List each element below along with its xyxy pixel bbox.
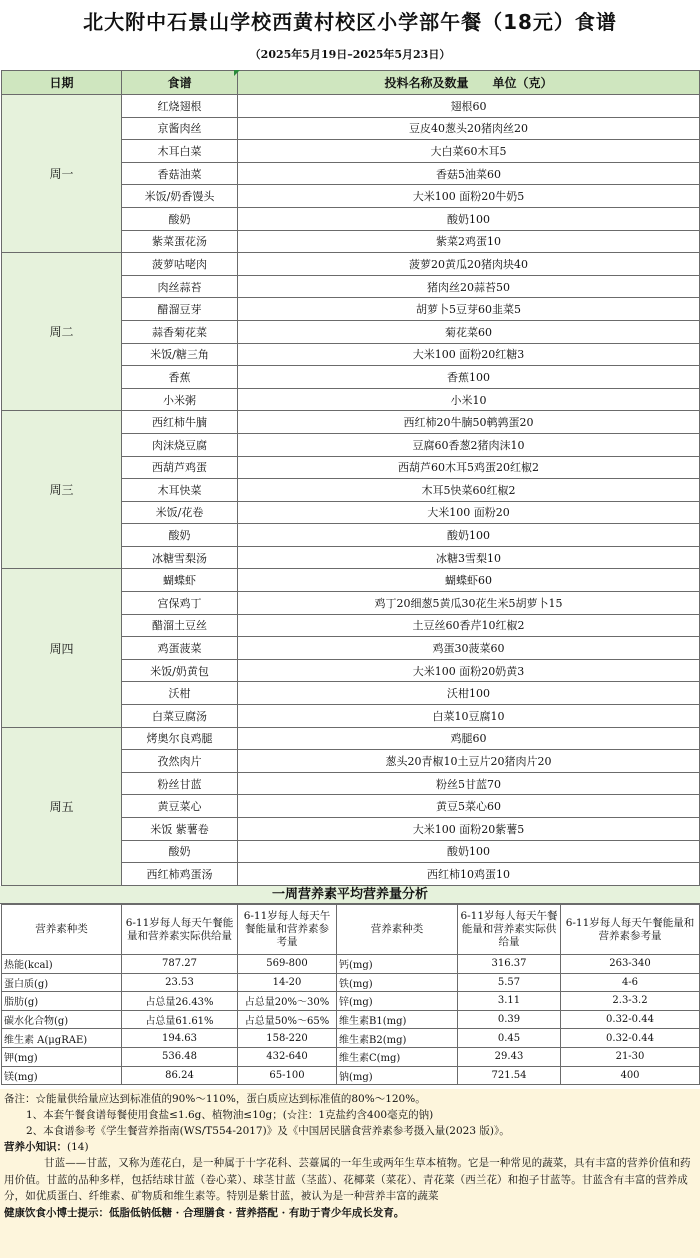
- nutrition-row: [2, 1066, 700, 1085]
- ingredient-cell: 猪肉丝20蒜苔50: [238, 275, 700, 298]
- reference-value-2: 0.32-0.44: [561, 1010, 700, 1029]
- nutrient-name: 碳水化合物(g): [2, 1010, 122, 1029]
- actual-value-2: 29.43: [458, 1047, 561, 1066]
- menu-row: [2, 727, 700, 750]
- cell-comment-marker: [234, 70, 240, 76]
- day-cell: 周一: [2, 95, 122, 253]
- dish-cell: 酸奶: [122, 840, 238, 863]
- reference-value: 65-100: [238, 1066, 337, 1085]
- dish-cell: 红烧翅根: [122, 95, 238, 118]
- dish-cell: 香菇油菜: [122, 162, 238, 185]
- ingredient-cell: 大米100 面粉20奶黄3: [238, 659, 700, 682]
- tip-heading: [4, 1139, 694, 1155]
- ingredient-cell: 鸡腿60: [238, 727, 700, 750]
- dish-cell: 香蕉: [122, 366, 238, 389]
- header-reference-2: 6-11岁每人每天午餐能量和营养素参考量: [561, 905, 700, 955]
- ingredient-cell: 黄豆5菜心60: [238, 795, 700, 818]
- dish-cell: 酸奶: [122, 207, 238, 230]
- dish-cell: 米饭/糖三角: [122, 343, 238, 366]
- ingredient-cell: 大米100 面粉20: [238, 501, 700, 524]
- nutrition-title: 一周营养素平均营养量分析: [0, 886, 700, 904]
- reference-value-2: 263-340: [561, 955, 700, 974]
- actual-value: 787.27: [122, 955, 238, 974]
- date-range: （2025年5月19日–2025年5月23日）: [249, 48, 451, 61]
- ingredient-cell: 西红柿20牛腩50鹌鹑蛋20: [238, 411, 700, 434]
- day-cell: 周四: [2, 569, 122, 727]
- nutrition-row: [2, 992, 700, 1011]
- ingredient-cell: 大米100 面粉20红糖3: [238, 343, 700, 366]
- ingredient-cell: 酸奶100: [238, 207, 700, 230]
- dish-cell: 木耳快菜: [122, 479, 238, 502]
- note-line-2: 1、本套午餐食谱每餐使用食盐≤1.6g、植物油≤10g；(☆注：1克盐约含400毫克的钠): [26, 1109, 434, 1121]
- dish-cell: 肉丝蒜苔: [122, 275, 238, 298]
- actual-value: 23.53: [122, 973, 238, 992]
- ingredient-cell: 白菜10豆腐10: [238, 705, 700, 728]
- dish-cell: 蝴蝶虾: [122, 569, 238, 592]
- header-day: 日期: [2, 71, 122, 95]
- header-nutrient-2: 营养素种类: [337, 905, 458, 955]
- reference-value-2: 400: [561, 1066, 700, 1085]
- ingredient-cell: 酸奶100: [238, 524, 700, 547]
- dish-cell: 粉丝甘蓝: [122, 772, 238, 795]
- actual-value: 194.63: [122, 1029, 238, 1048]
- dish-cell: 木耳白菜: [122, 140, 238, 163]
- reference-value-2: 21-30: [561, 1047, 700, 1066]
- note-line-1: 备注：☆能量供给量应达到标准值的90%～110%，蛋白质应达到标准值的80%～120%。: [4, 1093, 426, 1105]
- menu-table: [1, 70, 700, 886]
- dish-cell: 紫菜蛋花汤: [122, 230, 238, 253]
- header-nutrient: 营养素种类: [2, 905, 122, 955]
- day-cell: 周三: [2, 411, 122, 569]
- nutrient-name-2: 维生素B2(mg): [337, 1029, 458, 1048]
- header-dish: 食谱: [122, 71, 238, 95]
- reference-value: 14-20: [238, 973, 337, 992]
- nutrient-name-2: 锌(mg): [337, 992, 458, 1011]
- reference-value: 158-220: [238, 1029, 337, 1048]
- ingredient-cell: 粉丝5甘蓝70: [238, 772, 700, 795]
- ingredient-cell: 胡萝卜5豆芽60韭菜5: [238, 298, 700, 321]
- header-ingredients: 投料名称及数量 单位（克）: [238, 71, 700, 95]
- dish-cell: 黄豆菜心: [122, 795, 238, 818]
- dish-cell: 米饭 紫薯卷: [122, 818, 238, 841]
- actual-value-2: 5.57: [458, 973, 561, 992]
- dish-cell: 宫保鸡丁: [122, 592, 238, 615]
- nutrient-name: 维生素 A(μgRAE): [2, 1029, 122, 1048]
- nutrient-name-2: 钙(mg): [337, 955, 458, 974]
- header-actual: 6-11岁每人每天午餐能量和营养素实际供给量: [122, 905, 238, 955]
- reference-value: 占总量50%～65%: [238, 1010, 337, 1029]
- ingredient-cell: 大白菜60木耳5: [238, 140, 700, 163]
- nutrient-name-2: 维生素C(mg): [337, 1047, 458, 1066]
- ingredient-cell: 土豆丝60香芹10红椒2: [238, 614, 700, 637]
- ingredient-cell: 菊花菜60: [238, 320, 700, 343]
- dish-cell: 肉沫烧豆腐: [122, 433, 238, 456]
- actual-value-2: 721.54: [458, 1066, 561, 1085]
- nutrient-name-2: 维生素B1(mg): [337, 1010, 458, 1029]
- actual-value: 536.48: [122, 1047, 238, 1066]
- nutrition-header-row: [2, 905, 700, 955]
- dish-cell: 鸡蛋菠菜: [122, 637, 238, 660]
- nutrition-row: [2, 955, 700, 974]
- reference-value: 432-640: [238, 1047, 337, 1066]
- actual-value-2: 0.39: [458, 1010, 561, 1029]
- dish-cell: 西红柿鸡蛋汤: [122, 863, 238, 886]
- dish-cell: 米饭/奶香馒头: [122, 185, 238, 208]
- dish-cell: 沃柑: [122, 682, 238, 705]
- ingredient-cell: 翅根60: [238, 95, 700, 118]
- ingredient-cell: 西葫芦60木耳5鸡蛋20红椒2: [238, 456, 700, 479]
- ingredient-cell: 菠萝20黄瓜20猪肉块40: [238, 253, 700, 276]
- ingredient-cell: 西红柿10鸡蛋10: [238, 863, 700, 886]
- dish-cell: 烤奥尔良鸡腿: [122, 727, 238, 750]
- ingredient-cell: 紫菜2鸡蛋10: [238, 230, 700, 253]
- dish-cell: 米饭/奶黄包: [122, 659, 238, 682]
- ingredient-cell: 香蕉100: [238, 366, 700, 389]
- dish-cell: 醋溜土豆丝: [122, 614, 238, 637]
- day-cell: 周二: [2, 253, 122, 411]
- day-cell: 周五: [2, 727, 122, 885]
- tip-label: 营养小知识：: [4, 1141, 67, 1153]
- header-reference: 6-11岁每人每天午餐能量和营养素参考量: [238, 905, 337, 955]
- nutrition-row: [2, 1029, 700, 1048]
- dish-cell: 醋溜豆芽: [122, 298, 238, 321]
- reference-value-2: 4-6: [561, 973, 700, 992]
- menu-header-row: [2, 71, 700, 95]
- reference-value: 占总量20%～30%: [238, 992, 337, 1011]
- nutrient-name: 镁(mg): [2, 1066, 122, 1085]
- nutrient-name: 脂肪(g): [2, 992, 122, 1011]
- actual-value-2: 3.11: [458, 992, 561, 1011]
- nutrition-row: [2, 1047, 700, 1066]
- note-line-3: 2、本食谱参考《学生餐营养指南(WS/T554-2017)》及《中国居民膳食营养素参考摄入量(2023 版)》。: [26, 1125, 510, 1137]
- dish-cell: 京酱肉丝: [122, 117, 238, 140]
- dish-cell: 冰糖雪梨汤: [122, 546, 238, 569]
- nutrition-row: [2, 1010, 700, 1029]
- nutrition-table: [1, 904, 700, 1085]
- notes-section: [0, 1089, 700, 1258]
- ingredient-cell: 豆皮40葱头20猪肉丝20: [238, 117, 700, 140]
- menu-row: [2, 411, 700, 434]
- actual-value: 占总量26.43%: [122, 992, 238, 1011]
- footer-tip: 健康饮食小博士提示：低脂低钠低糖 · 合理膳食 · 营养搭配 · 有助于青少年成长发育。: [4, 1206, 405, 1219]
- dish-cell: 蒜香菊花菜: [122, 320, 238, 343]
- ingredient-cell: 蝴蝶虾60: [238, 569, 700, 592]
- dish-cell: 小米粥: [122, 388, 238, 411]
- dish-cell: 菠萝咕咾肉: [122, 253, 238, 276]
- ingredient-cell: 大米100 面粉20牛奶5: [238, 185, 700, 208]
- tip-text: 甘蓝——甘蓝，又称为莲花白，是一种属于十字花科、芸薹属的一年生或两年生草本植物。它是一种常见的蔬菜，具有丰富的营养价值和药用价值。甘蓝的品种多样，包括结球甘蓝（卷心菜）、球茎甘蓝（茎蓝）、花椰菜（菜花）、青花菜（西兰花）和抱子甘蓝等。甘蓝含有丰富的营养成分，如优质蛋白、纤维素、矿物质和维生素等。特别是紫甘蓝，被认为是一种营养丰富的蔬菜: [4, 1157, 691, 1202]
- nutrition-row: [2, 973, 700, 992]
- ingredient-cell: 鸡丁20细葱5黄瓜30花生米5胡萝卜15: [238, 592, 700, 615]
- ingredient-cell: 冰糖3雪梨10: [238, 546, 700, 569]
- reference-value-2: 0.32-0.44: [561, 1029, 700, 1048]
- page-title: 北大附中石景山学校西黄村校区小学部午餐（18元）食谱: [83, 10, 617, 34]
- actual-value-2: 316.37: [458, 955, 561, 974]
- ingredient-cell: 葱头20青椒10土豆片20猪肉片20: [238, 750, 700, 773]
- ingredient-cell: 香菇5油菜60: [238, 162, 700, 185]
- actual-value: 86.24: [122, 1066, 238, 1085]
- nutrient-name-2: 钠(mg): [337, 1066, 458, 1085]
- nutrient-name-2: 铁(mg): [337, 973, 458, 992]
- ingredient-cell: 豆腐60香葱2猪肉沫10: [238, 433, 700, 456]
- actual-value-2: 0.45: [458, 1029, 561, 1048]
- nutrient-name: 热能(kcal): [2, 955, 122, 974]
- dish-cell: 米饭/花卷: [122, 501, 238, 524]
- dish-cell: 白菜豆腐汤: [122, 705, 238, 728]
- ingredient-cell: 酸奶100: [238, 840, 700, 863]
- menu-row: [2, 569, 700, 592]
- ingredient-cell: 大米100 面粉20紫薯5: [238, 818, 700, 841]
- menu-row: [2, 95, 700, 118]
- nutrient-name: 钾(mg): [2, 1047, 122, 1066]
- ingredient-cell: 小米10: [238, 388, 700, 411]
- menu-row: [2, 253, 700, 276]
- ingredient-cell: 沃柑100: [238, 682, 700, 705]
- tip-number: (14): [67, 1141, 89, 1153]
- dish-cell: 西葫芦鸡蛋: [122, 456, 238, 479]
- ingredient-cell: 木耳5快菜60红椒2: [238, 479, 700, 502]
- ingredient-cell: 鸡蛋30菠菜60: [238, 637, 700, 660]
- reference-value-2: 2.3-3.2: [561, 992, 700, 1011]
- header-actual-2: 6-11岁每人每天午餐能量和营养素实际供给量: [458, 905, 561, 955]
- dish-cell: 孜然肉片: [122, 750, 238, 773]
- reference-value: 569-800: [238, 955, 337, 974]
- dish-cell: 酸奶: [122, 524, 238, 547]
- dish-cell: 西红柿牛腩: [122, 411, 238, 434]
- nutrient-name: 蛋白质(g): [2, 973, 122, 992]
- actual-value: 占总量61.61%: [122, 1010, 238, 1029]
